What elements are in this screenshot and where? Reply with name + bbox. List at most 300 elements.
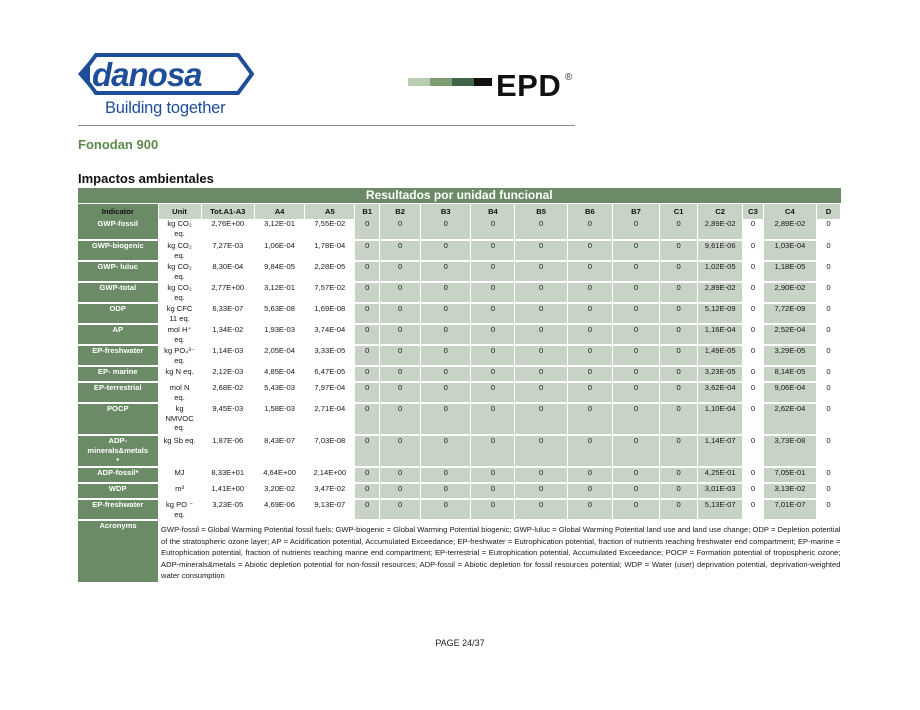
value-cell: 0: [817, 435, 841, 467]
value-cell: 0: [743, 324, 764, 345]
epd-color-bars: [408, 78, 492, 86]
indicator-line: *: [116, 456, 120, 465]
indicator-line: ADP-: [108, 436, 128, 445]
table-row: [78, 282, 841, 303]
value-cell: 0: [660, 499, 698, 520]
value-cell: 0: [515, 499, 567, 520]
value-cell: 2,05E-04: [254, 345, 304, 366]
value-cell: 0: [515, 382, 567, 403]
value-cell: 0: [743, 483, 764, 499]
value-cell: 1,49E-05: [698, 345, 743, 366]
value-cell: 4,69E-06: [254, 499, 304, 520]
epd-label: EPD: [496, 68, 562, 103]
value-cell: 0: [567, 303, 612, 324]
column-header: B3: [421, 204, 471, 220]
value-cell: 0: [421, 499, 471, 520]
value-cell: 7,05E-01: [763, 467, 816, 483]
value-cell: 1,34E-02: [201, 324, 254, 345]
value-cell: 0: [471, 467, 515, 483]
value-cell: 2,89E-02: [763, 219, 816, 240]
value-cell: 3,23E-05: [698, 366, 743, 382]
unit-line: eq.: [174, 509, 185, 519]
value-cell: 0: [421, 240, 471, 261]
value-cell: 3,23E-05: [201, 499, 254, 520]
value-cell: 2,89E-02: [698, 219, 743, 240]
value-cell: 0: [660, 403, 698, 435]
table-row: [78, 435, 841, 467]
value-cell: 0: [380, 382, 421, 403]
unit-line: eq.: [174, 228, 185, 238]
value-cell: 0: [515, 303, 567, 324]
value-cell: 0: [421, 483, 471, 499]
column-header: B1: [355, 204, 380, 220]
value-cell: 1,03E-04: [763, 240, 816, 261]
value-cell: 1,02E-05: [698, 261, 743, 282]
unit-line: kg CO₂: [167, 262, 192, 271]
value-cell: 0: [471, 345, 515, 366]
value-cell: 0: [471, 403, 515, 435]
unit-line: NMVOC: [165, 413, 194, 423]
indicator-line: minerals&metals: [87, 446, 149, 455]
column-header: Unit: [158, 204, 201, 220]
table-row: [78, 366, 841, 382]
epd-bar: [452, 78, 474, 86]
epd-bar: [408, 78, 430, 86]
value-cell: 2,14E+00: [305, 467, 355, 483]
value-cell: 0: [421, 366, 471, 382]
value-cell: 0: [743, 345, 764, 366]
value-cell: 0: [660, 324, 698, 345]
value-cell: 5,12E-09: [698, 303, 743, 324]
column-header: D: [817, 204, 841, 220]
table-row: [78, 261, 841, 282]
value-cell: 0: [567, 366, 612, 382]
value-cell: 0: [421, 261, 471, 282]
unit-cell: [158, 240, 201, 261]
epd-bar: [430, 78, 452, 86]
value-cell: 0: [817, 219, 841, 240]
value-cell: 0: [743, 499, 764, 520]
value-cell: 0: [471, 240, 515, 261]
value-cell: 3,74E-04: [305, 324, 355, 345]
value-cell: 0: [660, 303, 698, 324]
value-cell: 0: [515, 261, 567, 282]
value-cell: 0: [515, 366, 567, 382]
table-row: [78, 345, 841, 366]
value-cell: 1,41E+00: [201, 483, 254, 499]
indicator-cell: GWP-biogenic: [78, 240, 158, 261]
value-cell: 0: [817, 324, 841, 345]
value-cell: 0: [380, 345, 421, 366]
value-cell: 0: [817, 467, 841, 483]
value-cell: 8,33E+01: [201, 467, 254, 483]
value-cell: 9,06E-04: [763, 382, 816, 403]
value-cell: 3,29E-05: [763, 345, 816, 366]
table-row: [78, 499, 841, 520]
unit-line: eq.: [174, 292, 185, 302]
value-cell: 0: [380, 467, 421, 483]
value-cell: 2,62E-04: [763, 403, 816, 435]
value-cell: 4,85E-04: [254, 366, 304, 382]
value-cell: 0: [567, 382, 612, 403]
unit-line: kg PO ⁻: [165, 500, 194, 509]
indicator-cell: GWP-fossil: [78, 219, 158, 240]
table-row: [78, 467, 841, 483]
value-cell: 0: [743, 261, 764, 282]
value-cell: 2,28E-05: [305, 261, 355, 282]
value-cell: 0: [817, 261, 841, 282]
unit-line: kg CFC: [166, 304, 193, 313]
unit-line: kg PO₄³⁻: [164, 346, 195, 355]
value-cell: 2,77E+00: [201, 282, 254, 303]
value-cell: 0: [817, 366, 841, 382]
value-cell: 0: [660, 345, 698, 366]
value-cell: 0: [743, 467, 764, 483]
value-cell: 0: [660, 219, 698, 240]
value-cell: 6,47E-05: [305, 366, 355, 382]
value-cell: 8,14E-05: [763, 366, 816, 382]
value-cell: 0: [421, 324, 471, 345]
indicator-cell: ODP: [78, 303, 158, 324]
value-cell: 0: [355, 467, 380, 483]
indicator-cell: WDP: [78, 483, 158, 499]
unit-cell: [158, 366, 201, 382]
unit-line: eq.: [174, 250, 185, 260]
acronyms-row: [78, 520, 841, 582]
value-cell: 0: [743, 382, 764, 403]
value-cell: 3,20E-02: [254, 483, 304, 499]
column-header: B6: [567, 204, 612, 220]
value-cell: 0: [515, 435, 567, 467]
unit-cell: [158, 261, 201, 282]
value-cell: 0: [743, 282, 764, 303]
value-cell: 3,73E-08: [763, 435, 816, 467]
value-cell: 0: [612, 240, 659, 261]
value-cell: 0: [612, 282, 659, 303]
unit-line: kg CO₂: [167, 241, 192, 250]
value-cell: 0: [471, 366, 515, 382]
value-cell: 1,10E-04: [698, 403, 743, 435]
value-cell: 7,97E-04: [305, 382, 355, 403]
value-cell: 2,12E-03: [201, 366, 254, 382]
value-cell: 0: [380, 261, 421, 282]
value-cell: 0: [380, 240, 421, 261]
value-cell: 1,87E-06: [201, 435, 254, 467]
indicator-cell: ADP-fossil*: [78, 467, 158, 483]
table-row: [78, 303, 841, 324]
value-cell: 1,18E-05: [763, 261, 816, 282]
value-cell: 0: [380, 219, 421, 240]
value-cell: 0: [515, 324, 567, 345]
value-cell: 0: [515, 467, 567, 483]
value-cell: 4,25E-01: [698, 467, 743, 483]
value-cell: 5,63E-08: [254, 303, 304, 324]
value-cell: 0: [660, 240, 698, 261]
value-cell: 1,14E-07: [698, 435, 743, 467]
unit-line: kg CO₂: [167, 219, 192, 228]
value-cell: 7,27E-03: [201, 240, 254, 261]
value-cell: 9,13E-07: [305, 499, 355, 520]
indicator-cell: GWP- luluc: [78, 261, 158, 282]
value-cell: 0: [471, 435, 515, 467]
value-cell: 0: [355, 282, 380, 303]
value-cell: 0: [355, 435, 380, 467]
unit-line: eq.: [174, 271, 185, 281]
unit-line: mol H⁺: [167, 325, 192, 334]
value-cell: 0: [421, 403, 471, 435]
value-cell: 0: [421, 467, 471, 483]
value-cell: 5,43E-03: [254, 382, 304, 403]
column-header: B5: [515, 204, 567, 220]
unit-line: MJ: [174, 468, 185, 477]
value-cell: 0: [355, 324, 380, 345]
value-cell: 2,71E-04: [305, 403, 355, 435]
value-cell: 0: [567, 435, 612, 467]
value-cell: 7,55E-02: [305, 219, 355, 240]
value-cell: 0: [660, 261, 698, 282]
indicator-cell: EP- marine: [78, 366, 158, 382]
unit-line: eq.: [174, 423, 185, 432]
column-header: C3: [743, 204, 764, 220]
value-cell: 0: [567, 403, 612, 435]
value-cell: 0: [817, 403, 841, 435]
value-cell: 7,03E-08: [305, 435, 355, 467]
value-cell: 0: [380, 403, 421, 435]
value-cell: 0: [743, 366, 764, 382]
value-cell: 9,61E-06: [698, 240, 743, 261]
value-cell: 0: [612, 261, 659, 282]
section-title: Impactos ambientales: [78, 171, 214, 186]
value-cell: 1,06E-04: [254, 240, 304, 261]
column-header: A5: [305, 204, 355, 220]
value-cell: 0: [660, 467, 698, 483]
value-cell: 0: [660, 282, 698, 303]
column-header: Tot.A1-A3: [201, 204, 254, 220]
value-cell: 0: [817, 282, 841, 303]
value-cell: 0: [380, 499, 421, 520]
value-cell: 0: [612, 467, 659, 483]
value-cell: 0: [515, 483, 567, 499]
value-cell: 0: [567, 499, 612, 520]
indicator-cell: AP: [78, 324, 158, 345]
value-cell: 7,01E-07: [763, 499, 816, 520]
value-cell: 0: [421, 303, 471, 324]
value-cell: 0: [380, 366, 421, 382]
value-cell: 0: [421, 382, 471, 403]
table-row: [78, 483, 841, 499]
value-cell: 0: [355, 345, 380, 366]
indicator-cell: [78, 435, 158, 467]
value-cell: 3,33E-05: [305, 345, 355, 366]
value-cell: 6,33E-07: [201, 303, 254, 324]
value-cell: 2,89E-02: [698, 282, 743, 303]
unit-cell: [158, 303, 201, 324]
unit-cell: [158, 467, 201, 483]
unit-line: m³: [175, 484, 184, 493]
value-cell: 0: [380, 324, 421, 345]
value-cell: 0: [421, 435, 471, 467]
column-header: C1: [660, 204, 698, 220]
unit-line: mol N: [169, 383, 190, 392]
value-cell: 0: [567, 467, 612, 483]
unit-line: kg Sb eq.: [163, 436, 196, 445]
indicator-cell: EP-freshwater: [78, 499, 158, 520]
value-cell: 0: [515, 282, 567, 303]
value-cell: 1,58E-03: [254, 403, 304, 435]
value-cell: 0: [567, 219, 612, 240]
value-cell: 0: [421, 345, 471, 366]
value-cell: 3,47E-02: [305, 483, 355, 499]
column-header: Indicator: [78, 204, 158, 220]
value-cell: 0: [743, 240, 764, 261]
value-cell: 0: [380, 282, 421, 303]
value-cell: 3,13E-02: [763, 483, 816, 499]
value-cell: 0: [471, 219, 515, 240]
value-cell: 0: [421, 219, 471, 240]
unit-cell: [158, 345, 201, 366]
indicator-cell: GWP-total: [78, 282, 158, 303]
epd-registered-mark: ®: [565, 72, 573, 83]
unit-cell: [158, 219, 201, 240]
value-cell: 0: [567, 345, 612, 366]
value-cell: 0: [817, 499, 841, 520]
column-header: C2: [698, 204, 743, 220]
unit-line: eq.: [174, 334, 185, 344]
value-cell: 0: [355, 261, 380, 282]
table-row: [78, 403, 841, 435]
unit-cell: [158, 403, 201, 435]
unit-cell: [158, 282, 201, 303]
value-cell: 0: [612, 382, 659, 403]
unit-cell: [158, 435, 201, 467]
unit-cell: [158, 499, 201, 520]
value-cell: 0: [515, 403, 567, 435]
value-cell: 9,45E-03: [201, 403, 254, 435]
column-header: C4: [763, 204, 816, 220]
table-row: [78, 219, 841, 240]
unit-cell: [158, 324, 201, 345]
page-number: PAGE 24/37: [435, 638, 485, 648]
value-cell: 0: [567, 240, 612, 261]
value-cell: 3,01E-03: [698, 483, 743, 499]
value-cell: 0: [471, 261, 515, 282]
table-row: [78, 382, 841, 403]
value-cell: 0: [817, 240, 841, 261]
product-name: Fonodan 900: [78, 137, 159, 152]
value-cell: 0: [743, 219, 764, 240]
table-row: [78, 324, 841, 345]
value-cell: 0: [612, 483, 659, 499]
value-cell: 4,64E+00: [254, 467, 304, 483]
value-cell: 0: [743, 303, 764, 324]
value-cell: 0: [567, 261, 612, 282]
value-cell: 7,57E-02: [305, 282, 355, 303]
logo-tagline: Building together: [105, 99, 226, 117]
unit-line: eq.: [174, 355, 185, 365]
value-cell: 9,84E-05: [254, 261, 304, 282]
table-header-row: [78, 204, 841, 220]
value-cell: 0: [612, 345, 659, 366]
value-cell: 0: [471, 324, 515, 345]
value-cell: 0: [612, 219, 659, 240]
value-cell: 0: [380, 435, 421, 467]
value-cell: 5,13E-07: [698, 499, 743, 520]
value-cell: 0: [355, 483, 380, 499]
value-cell: 0: [660, 366, 698, 382]
value-cell: 0: [355, 499, 380, 520]
value-cell: 1,14E-03: [201, 345, 254, 366]
unit-line: kg: [175, 404, 184, 413]
column-header: B7: [612, 204, 659, 220]
acronyms-label: Acronyms: [78, 520, 158, 582]
value-cell: 2,76E+00: [201, 219, 254, 240]
value-cell: 0: [660, 435, 698, 467]
value-cell: 8,30E-04: [201, 261, 254, 282]
value-cell: 0: [355, 403, 380, 435]
value-cell: 0: [612, 303, 659, 324]
value-cell: 0: [355, 366, 380, 382]
value-cell: 0: [612, 324, 659, 345]
value-cell: 0: [567, 324, 612, 345]
value-cell: 8,43E-07: [254, 435, 304, 467]
value-cell: 0: [355, 240, 380, 261]
value-cell: 0: [515, 219, 567, 240]
column-header: B2: [380, 204, 421, 220]
value-cell: 0: [743, 403, 764, 435]
column-header: B4: [471, 204, 515, 220]
value-cell: 0: [515, 240, 567, 261]
table-row: [78, 240, 841, 261]
value-cell: 0: [471, 282, 515, 303]
value-cell: 0: [380, 303, 421, 324]
value-cell: 3,12E-01: [254, 282, 304, 303]
value-cell: 0: [355, 219, 380, 240]
value-cell: 0: [612, 403, 659, 435]
value-cell: 0: [612, 435, 659, 467]
unit-line: kg CO₂: [167, 283, 192, 292]
unit-line: eq.: [174, 392, 185, 402]
value-cell: 0: [660, 382, 698, 403]
value-cell: 0: [515, 345, 567, 366]
value-cell: 0: [567, 282, 612, 303]
value-cell: 0: [817, 345, 841, 366]
header-divider: [78, 125, 575, 126]
value-cell: 0: [471, 499, 515, 520]
acronyms-text: GWP-fossil = Global Warming Potential fossil fuels; GWP-biogenic = Global Warming Potential biogenic; GWP-luluc = Global Warming Potential land use and land use change; ODP = Depletion potential of the stratospheric ozone layer; AP = Acidification potential, Accumulated Exceedance; EP-freshwater = Eutrophication potential, fraction of nutrients reaching freshwater end compartment; EP-marine = Eutrophication potential, fraction of nutrients reaching marine end compartment; EP-terrestrial = Eutrophication potential, Accumulated Exceedance; POCP = Formation potential of tropospheric ozone; ADP-minerals&metals = Abiotic depletion potential for non-fossil resources; ADP-fossil = Abiotic depletion for fossil resources potential; WDP = Water (user) deprivation potential, deprivation-weighted water consumption: [158, 520, 840, 582]
value-cell: 0: [612, 366, 659, 382]
value-cell: 7,72E-09: [763, 303, 816, 324]
value-cell: 0: [567, 483, 612, 499]
value-cell: 0: [380, 483, 421, 499]
indicator-cell: EP-terrestrial: [78, 382, 158, 403]
value-cell: 1,78E-04: [305, 240, 355, 261]
logo-brand: danosa: [92, 56, 202, 93]
value-cell: 0: [660, 483, 698, 499]
epd-bar: [474, 78, 492, 86]
value-cell: 0: [355, 303, 380, 324]
value-cell: 0: [817, 303, 841, 324]
value-cell: 0: [471, 382, 515, 403]
value-cell: 2,68E-02: [201, 382, 254, 403]
table-body: [78, 219, 841, 582]
value-cell: 1,69E-08: [305, 303, 355, 324]
value-cell: 1,16E-04: [698, 324, 743, 345]
value-cell: 0: [612, 499, 659, 520]
indicator-cell: EP-freshwater: [78, 345, 158, 366]
value-cell: 3,12E-01: [254, 219, 304, 240]
unit-cell: [158, 483, 201, 499]
value-cell: 0: [471, 303, 515, 324]
